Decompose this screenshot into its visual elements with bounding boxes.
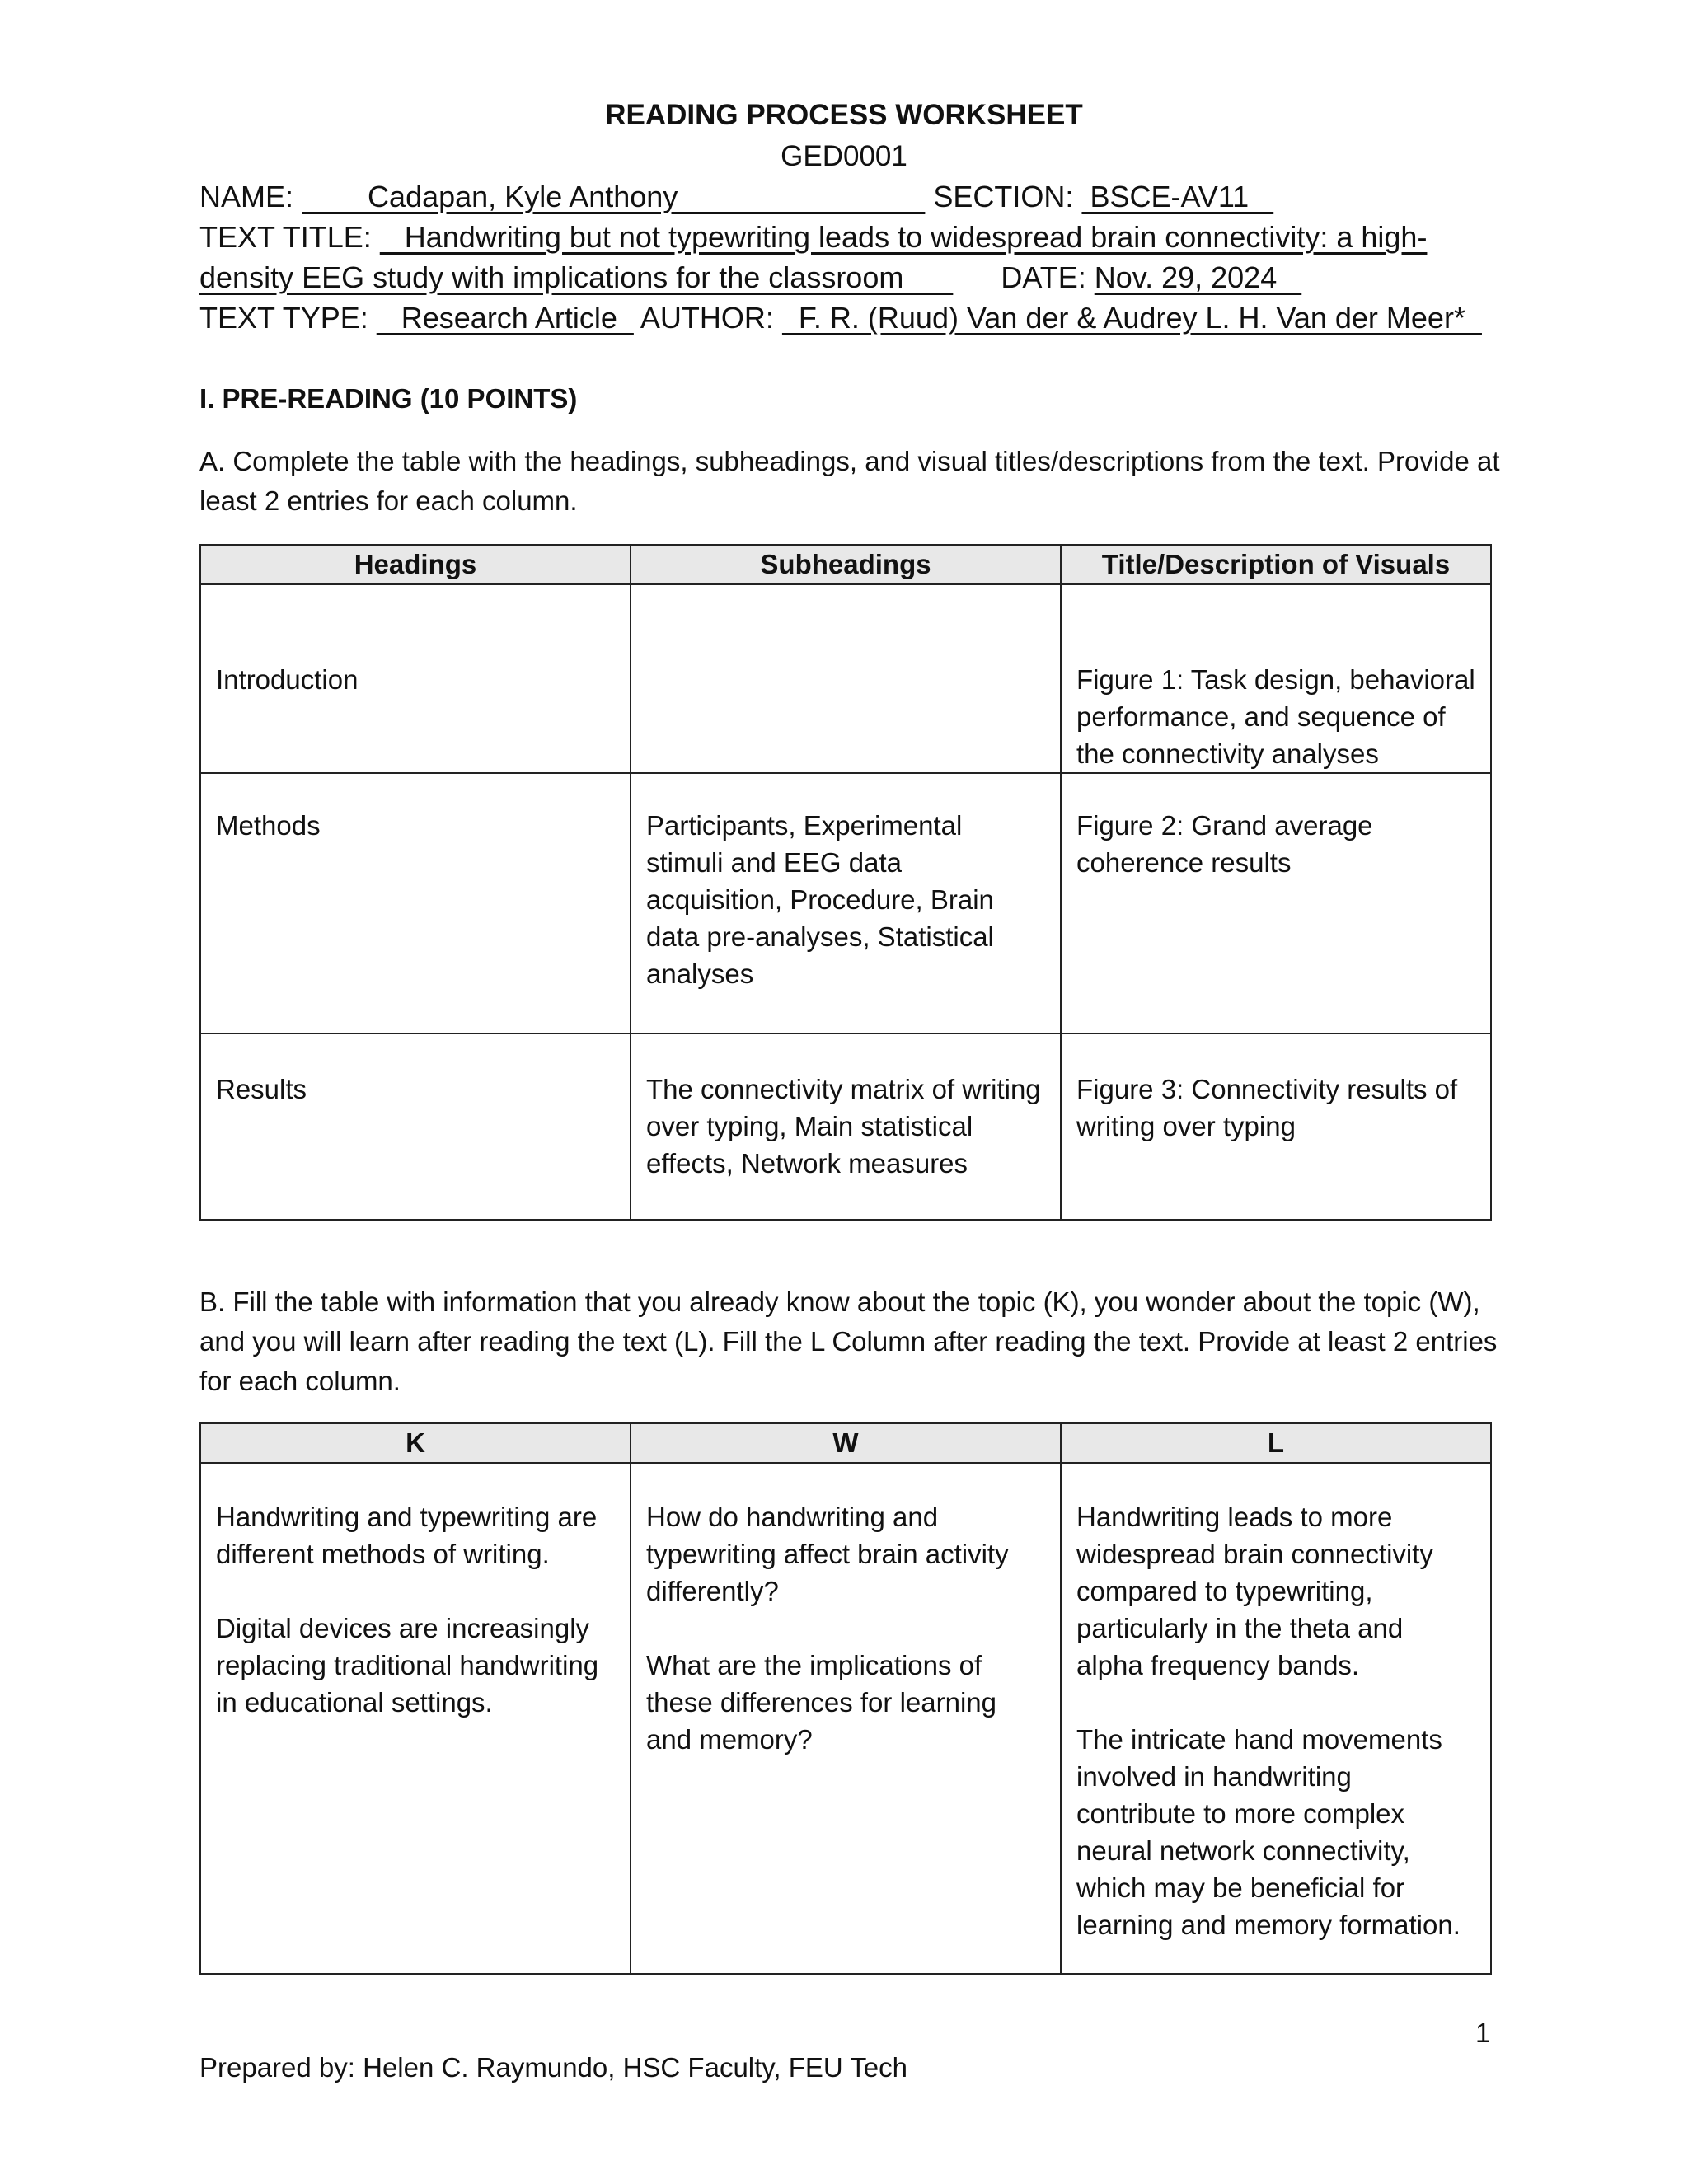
table-cell	[1061, 584, 1491, 773]
table-cell	[631, 584, 1061, 773]
prepared-by-footer: Prepared by: Helen C. Raymundo, HSC Faculty, FEU Tech	[199, 2052, 907, 2083]
author-value: F. R. (Ruud) Van der & Audrey L. H. Van der Meer*	[781, 301, 1482, 335]
cell-text: How do handwriting and typewriting affect brain activity differently? What are the implications of these differences for learning and memory?	[646, 1502, 1009, 1755]
headings-table	[199, 544, 1492, 1221]
section-value: BSCE-AV11	[1081, 180, 1274, 213]
cell-text: Methods	[216, 810, 321, 841]
table-row	[200, 773, 1491, 1033]
date-label: DATE:	[1001, 260, 1086, 294]
headings-table-header-row	[200, 545, 1491, 584]
name-label: NAME:	[199, 180, 294, 213]
author-label: AUTHOR:	[640, 301, 774, 335]
instruction-a: A. Complete the table with the headings, subheadings, and visual titles/descriptions from the text. Provide at least 2 entries for each column.	[199, 446, 1500, 516]
text-type-label: TEXT TYPE:	[199, 301, 368, 335]
text-title-label: TEXT TITLE:	[199, 220, 372, 254]
name-value: Cadapan, Kyle Anthony	[302, 180, 926, 213]
section-label: SECTION:	[933, 180, 1074, 213]
table-row	[200, 1463, 1491, 1974]
cell-text: Figure 2: Grand average coherence results	[1076, 810, 1373, 878]
table-cell	[631, 1463, 1061, 1974]
table-cell	[200, 1033, 631, 1220]
column-header-visuals: Title/Description of Visuals	[1061, 545, 1491, 584]
column-header-k: K	[200, 1423, 631, 1463]
table-cell	[1061, 1463, 1491, 1974]
table-row	[200, 584, 1491, 773]
table-cell	[200, 1463, 631, 1974]
cell-text: Participants, Experimental stimuli and EEG data acquisition, Procedure, Brain data pre-analyses, Statistical analyses	[646, 810, 994, 989]
kwl-table-header-row	[200, 1423, 1491, 1463]
column-header-headings: Headings	[200, 545, 631, 584]
pre-reading-heading: I. PRE-READING (10 POINTS)	[199, 383, 578, 414]
table-cell	[631, 1033, 1061, 1220]
text-type-author-line	[199, 301, 1482, 335]
table-cell	[631, 773, 1061, 1033]
cell-text: Introduction	[216, 664, 359, 695]
course-code: GED0001	[781, 140, 907, 172]
table-cell	[200, 584, 631, 773]
column-header-l: L	[1061, 1423, 1491, 1463]
column-header-w: W	[631, 1423, 1061, 1463]
table-cell	[1061, 773, 1491, 1033]
table-cell	[200, 773, 631, 1033]
table-row	[200, 1033, 1491, 1220]
cell-text: Figure 3: Connectivity results of writing over typing	[1076, 1074, 1458, 1141]
text-title-value-part1: Handwriting but not typewriting leads to widespread brain connectivity: a high-	[379, 220, 1428, 254]
text-title-line-2	[199, 260, 1301, 295]
cell-text: The connectivity matrix of writing over typing, Main statistical effects, Network measures	[646, 1074, 1041, 1179]
text-type-value: Research Article	[376, 301, 634, 335]
page-number: 1	[1475, 2018, 1491, 2048]
column-header-subheadings: Subheadings	[631, 545, 1061, 584]
cell-text: Handwriting leads to more widespread brain connectivity compared to typewriting, particularly in the theta and alpha frequency bands. The intricate hand movements involved in handwriting contribute to more complex neural network connectivity, which may be beneficial for learning and memory formation.	[1076, 1502, 1461, 1940]
date-value: Nov. 29, 2024	[1094, 260, 1302, 294]
cell-text: Handwriting and typewriting are different methods of writing. Digital devices are increasingly replacing traditional handwriting in educational settings.	[216, 1502, 599, 1718]
text-title-line-1	[199, 220, 1427, 255]
cell-text: Figure 1: Task design, behavioral performance, and sequence of the connectivity analyses	[1076, 664, 1475, 769]
worksheet-title: READING PROCESS WORKSHEET	[605, 99, 1083, 131]
instruction-b: B. Fill the table with information that you already know about the topic (K), you wonder about the topic (W), and you will learn after reading the text (L). Fill the L Column after reading the text. Provide at least 2 entries for each column.	[199, 1286, 1498, 1396]
kwl-table	[199, 1422, 1492, 1975]
table-cell	[1061, 1033, 1491, 1220]
name-section-line	[199, 180, 1273, 214]
cell-text: Results	[216, 1074, 307, 1104]
text-title-value-part2: density EEG study with implications for the classroom	[199, 260, 954, 294]
